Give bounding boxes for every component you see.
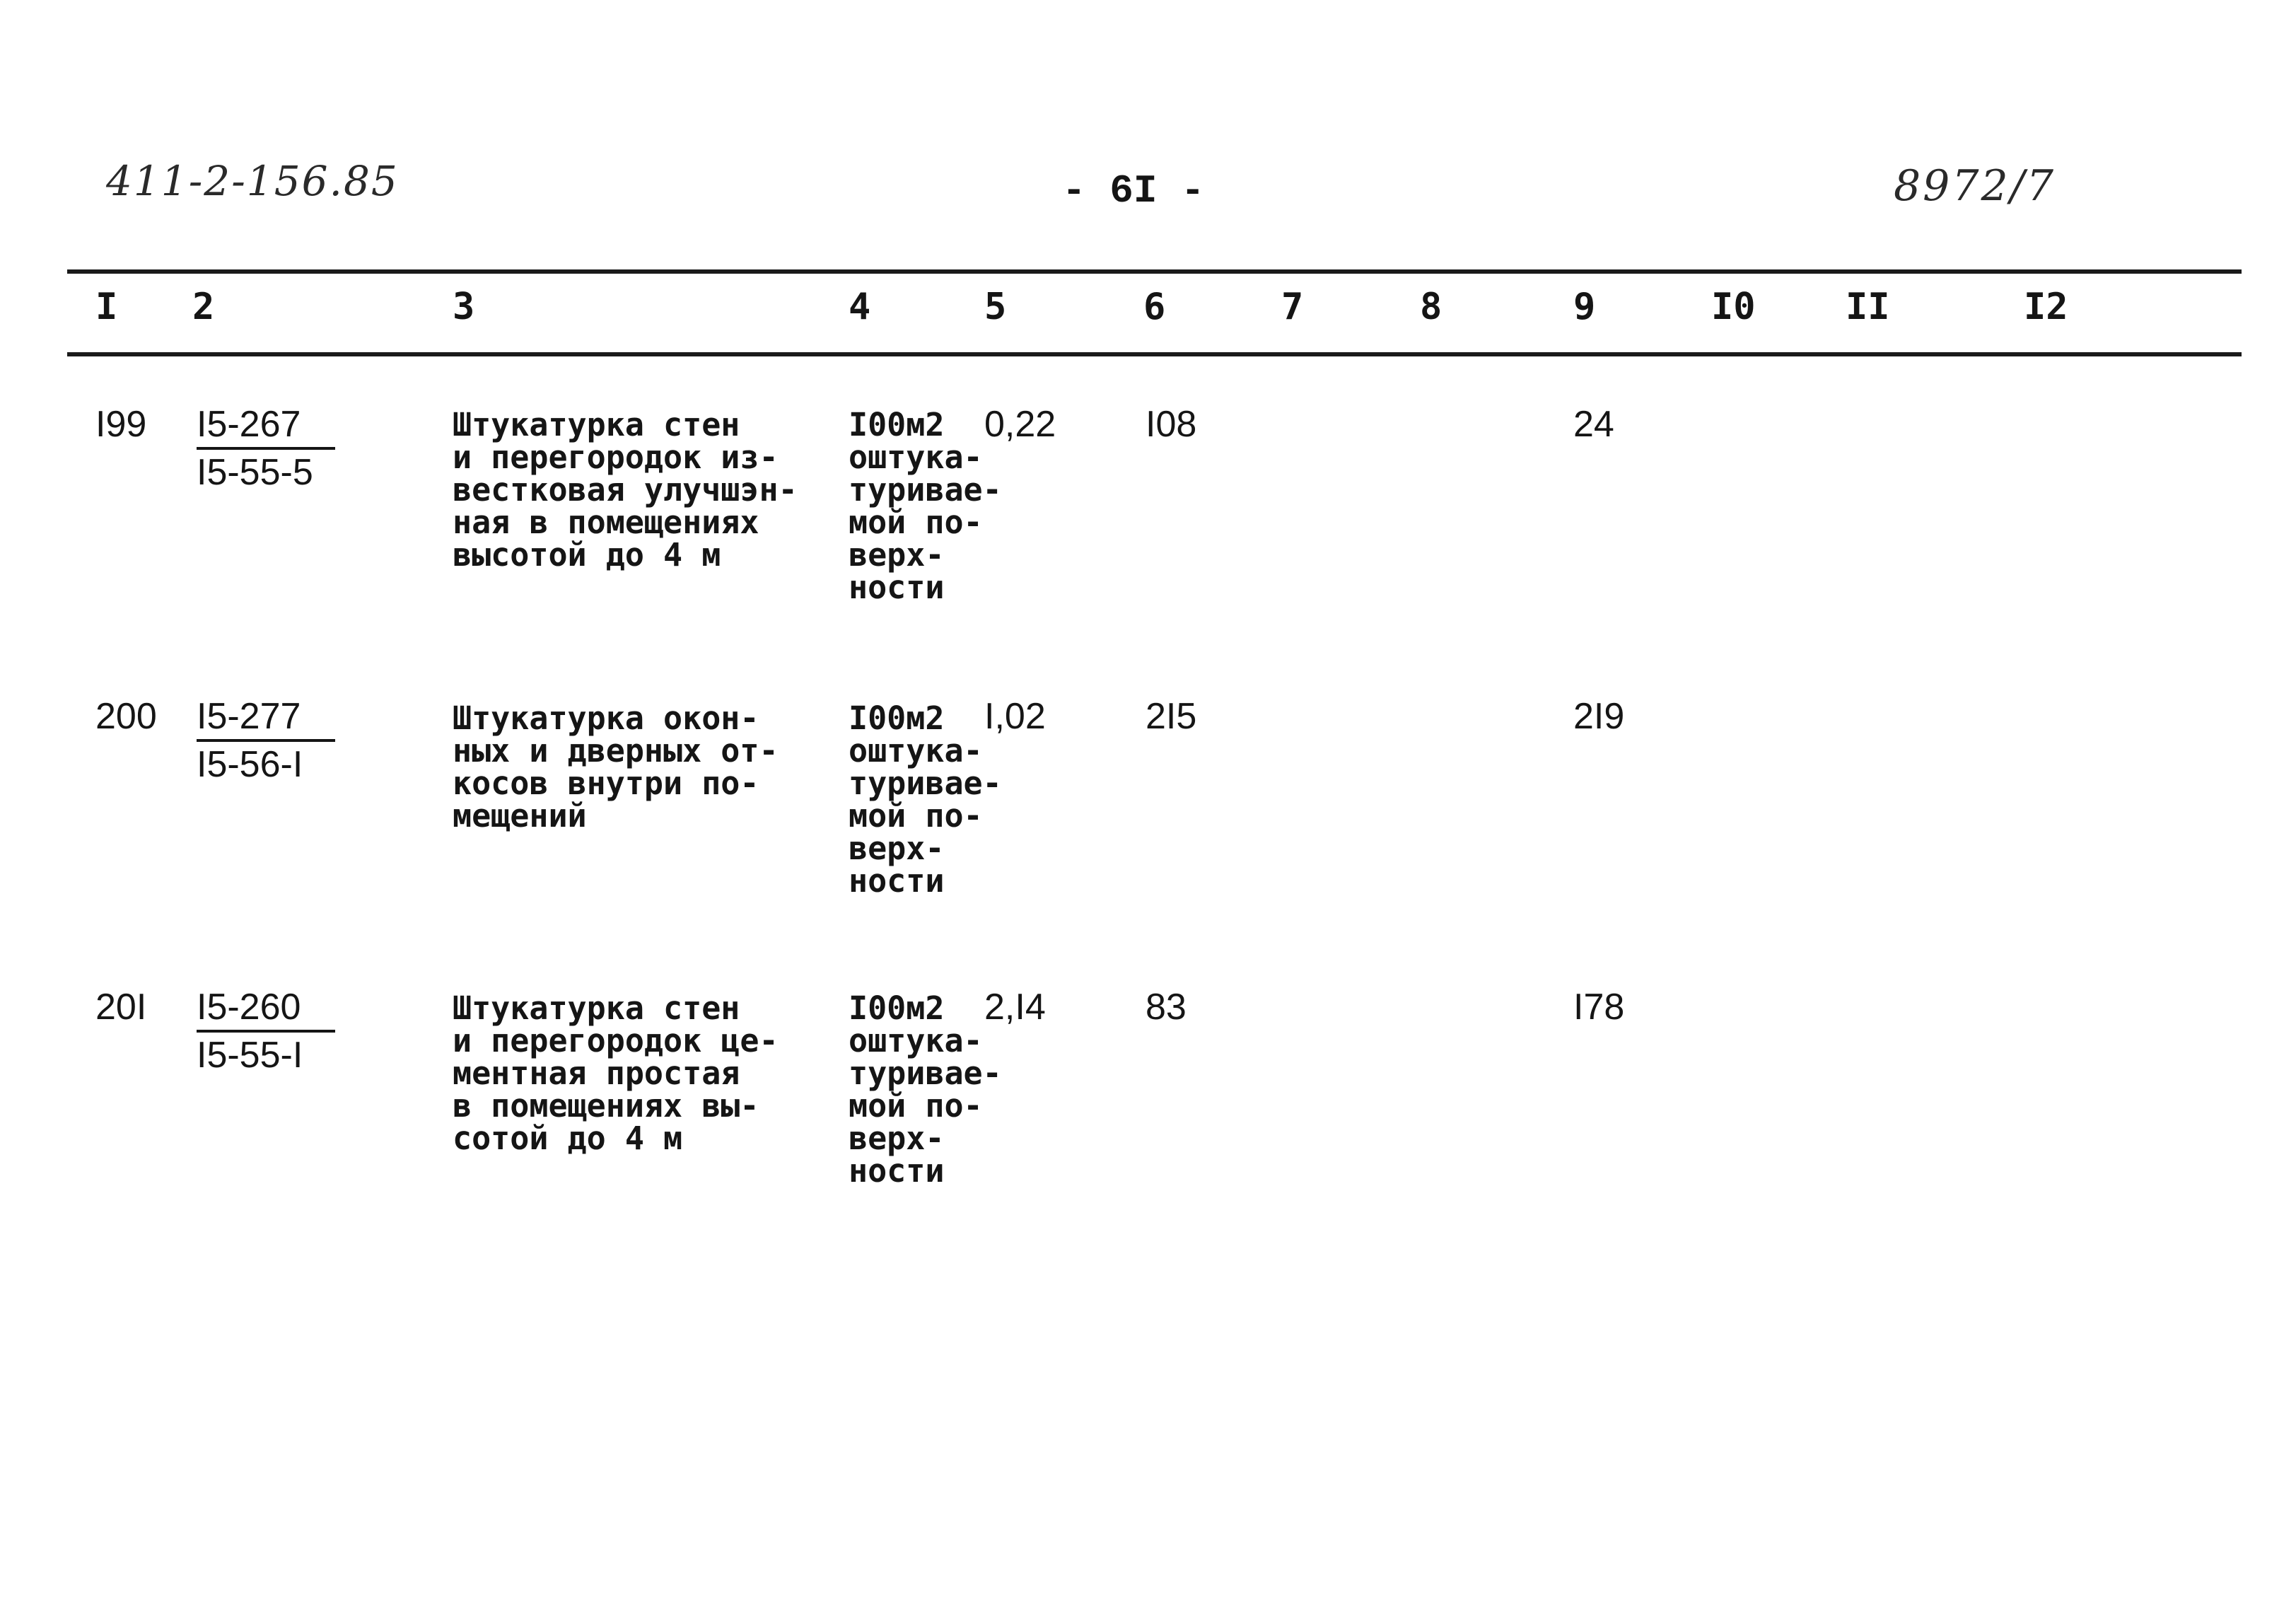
row-number: 20I	[95, 987, 147, 1028]
column-6-value: I08	[1146, 404, 1197, 445]
column-header-9: 9	[1573, 286, 1596, 328]
column-header-7: 7	[1281, 286, 1304, 328]
column-header-4: 4	[849, 286, 871, 328]
norm-code-bottom: I5-55-5	[197, 452, 313, 493]
norm-code-bottom: I5-55-I	[197, 1035, 303, 1076]
table-header-rule	[67, 352, 2242, 356]
work-description: Штукатурка окон- ных и дверных от- косов внутри по- мещений	[453, 699, 779, 835]
unit-of-measure: I00м2 оштука- туривае- мой по- верх- ности	[849, 699, 1002, 900]
norm-code-bottom: I5-56-I	[197, 744, 303, 785]
column-9-value: 24	[1573, 404, 1614, 445]
column-9-value: I78	[1573, 987, 1625, 1028]
work-description: Штукатурка стен и перегородок це- ментная простая в помещениях вы- сотой до 4 м	[453, 989, 779, 1157]
unit-of-measure: I00м2 оштука- туривае- мой по- верх- ности	[849, 406, 1002, 606]
sheet-code: 8972/7	[1894, 161, 2056, 211]
column-header-5: 5	[984, 286, 1007, 328]
work-description: Штукатурка стен и перегородок из- вестковая улучшэн- ная в помещениях высотой до 4 м	[453, 406, 798, 574]
norm-code	[197, 402, 335, 495]
row-number: I99	[95, 404, 147, 445]
document-code: 411-2-156.85	[106, 157, 399, 205]
column-header-8: 8	[1420, 286, 1443, 328]
column-header-1: I	[95, 286, 118, 328]
row-number: 200	[95, 696, 157, 737]
column-header-6: 6	[1143, 286, 1166, 328]
column-header-12: I2	[2024, 286, 2068, 328]
norm-code-top: I5-260	[197, 984, 335, 1033]
column-header-2: 2	[192, 286, 215, 328]
column-6-value: 83	[1146, 987, 1187, 1028]
unit-of-measure: I00м2 оштука- туривае- мой по- верх- ности	[849, 989, 1002, 1190]
norm-code	[197, 984, 335, 1078]
norm-code	[197, 694, 335, 787]
column-header-3: 3	[453, 286, 475, 328]
quantity: 0,22	[984, 404, 1056, 445]
table-top-rule	[67, 269, 2242, 274]
quantity: I,02	[984, 696, 1046, 737]
column-9-value: 2I9	[1573, 696, 1625, 737]
norm-code-top: I5-277	[197, 694, 335, 742]
column-6-value: 2I5	[1146, 696, 1197, 737]
column-header-11: II	[1846, 286, 1890, 328]
quantity: 2,I4	[984, 987, 1046, 1028]
page-number: - 6I -	[1062, 168, 1205, 214]
column-header-10: I0	[1711, 286, 1756, 328]
norm-code-top: I5-267	[197, 402, 335, 450]
